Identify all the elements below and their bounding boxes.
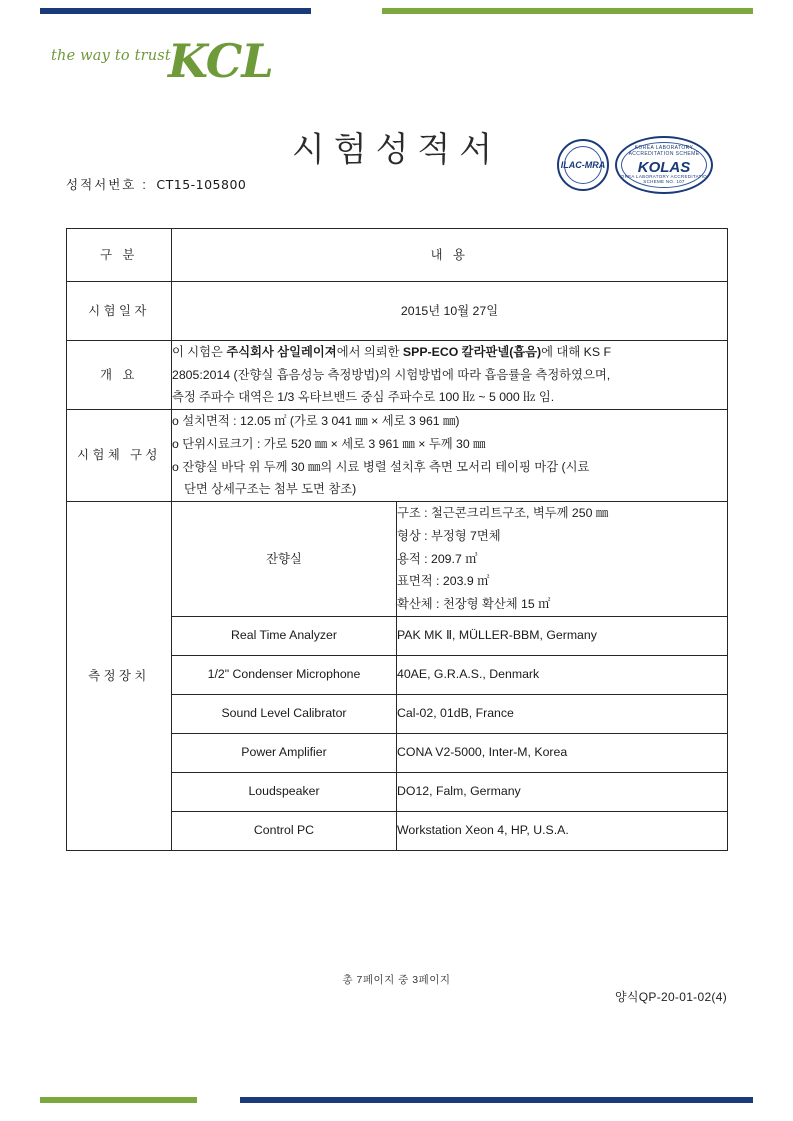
logo-brand-text: KCL [168, 34, 273, 88]
device-spec: Workstation Xeon 4, HP, U.S.A. [397, 811, 728, 850]
bottom-bar-gap-segment [197, 1097, 240, 1103]
report-table [66, 228, 728, 851]
equipment-label: 측정장치 [67, 502, 172, 851]
bottom-bar-green-segment [40, 1097, 197, 1103]
table-row-test-date [67, 282, 728, 341]
overview-text-e: 에 대해 KS F [541, 345, 611, 359]
table-header-content: 내 용 [172, 229, 728, 282]
kolas-seal-top-text: KOREA LABORATORY ACCREDITATION SCHEME [628, 145, 700, 157]
device-name: Power Amplifier [172, 733, 397, 772]
accreditation-marks [557, 136, 717, 194]
device-spec: DO12, Falm, Germany [397, 772, 728, 811]
report-number-value: CT15-105800 [156, 177, 247, 192]
device-spec: CONA V2-5000, Inter-M, Korea [397, 733, 728, 772]
specimen-label: 시험체 구성 [67, 410, 172, 502]
specimen-content [172, 410, 728, 502]
bottom-decorative-bar [40, 1097, 753, 1103]
page-count: 총 7페이지 중 3페이지 [342, 974, 451, 986]
device-spec: 40AE, G.R.A.S., Denmark [397, 655, 728, 694]
kolas-seal-icon [615, 136, 713, 194]
device-spec: PAK MK Ⅱ, MÜLLER-BBM, Germany [397, 616, 728, 655]
reverb-room-spec-line: 구조 : 철근콘크리트구조, 벽두께 250 ㎜ [397, 506, 609, 521]
kolas-seal-main-text: KOLAS [637, 159, 691, 176]
overview-line-3: 측정 주파수 대역은 1/3 옥타브밴드 중심 주파수로 100 ㎐ ~ 5 000 ㎐ 임. [172, 390, 555, 405]
reverb-room-name: 잔향실 [172, 502, 397, 617]
device-name: Real Time Analyzer [172, 616, 397, 655]
overview-product-name: SPP-ECO 칼라판넬(흡음) [402, 345, 542, 359]
top-bar-gap-segment [311, 8, 382, 14]
specimen-item: o 단위시료크기 : 가로 520 ㎜ × 세로 3 961 ㎜ × 두께 30 ㎜ [172, 436, 486, 451]
device-spec: Cal-02, 01dB, France [397, 694, 728, 733]
form-number: 양식QP-20-01-02(4) [614, 990, 727, 1004]
test-date-label: 시험일자 [67, 282, 172, 341]
page-title: 시험성적서 [291, 130, 502, 170]
table-row-specimen [67, 410, 728, 502]
overview-content [172, 341, 728, 410]
overview-text-c: 에서 의뢰한 [336, 345, 403, 359]
device-name: 1/2" Condenser Microphone [172, 655, 397, 694]
kcl-logo [48, 34, 298, 102]
reverb-room-spec-line: 표면적 : 203.9 ㎡ [397, 574, 490, 589]
table-header-category: 구 분 [67, 229, 172, 282]
reverb-room-spec-line: 용적 : 209.7 ㎥ [397, 551, 478, 566]
overview-client-name: 주식회사 삼일레이져 [226, 345, 337, 359]
specimen-item: o 잔향실 바닥 위 두께 30 ㎜의 시료 병렬 설치후 측면 모서리 테이핑 마감 (시료 [172, 459, 590, 474]
kolas-seal-bottom-text: KOREA LABORATORY ACCREDITATION SCHEME NO. 107 [617, 174, 711, 184]
reverb-room-specs [397, 502, 728, 617]
device-name: Loudspeaker [172, 772, 397, 811]
table-row-overview [67, 341, 728, 410]
report-number-colon: : [142, 178, 147, 192]
overview-label: 개 요 [67, 341, 172, 410]
ilac-mra-seal-text: ILAC-MRA [560, 160, 606, 170]
report-number [66, 175, 246, 193]
table-header-row [67, 229, 728, 282]
table-row-reverb-room [67, 502, 728, 617]
overview-line-1 [172, 341, 727, 364]
logo-tagline: the way to trust [51, 48, 171, 64]
top-bar-green-segment [382, 8, 753, 14]
top-decorative-bar [40, 8, 753, 14]
test-date-value: 2015년 10월 27일 [172, 282, 728, 341]
bottom-bar-blue-segment [240, 1097, 753, 1103]
top-bar-blue-segment [40, 8, 311, 14]
overview-text-a: 이 시험은 [172, 345, 227, 359]
device-name: Control PC [172, 811, 397, 850]
specimen-item: 단면 상세구조는 첨부 도면 참조) [184, 482, 357, 497]
report-number-label: 성적서번호 [66, 178, 137, 192]
reverb-room-spec-line: 형상 : 부정형 7면체 [397, 528, 501, 543]
device-name: Sound Level Calibrator [172, 694, 397, 733]
specimen-item: o 설치면적 : 12.05 ㎡ (가로 3 041 ㎜ × 세로 3 961 ㎜) [172, 414, 460, 429]
reverb-room-spec-line: 확산체 : 천장형 확산체 15 ㎡ [397, 597, 551, 612]
ilac-mra-seal-icon [557, 139, 609, 191]
overview-line-2: 2805:2014 (잔향실 흡음성능 측정방법)의 시험방법에 따라 흡음률을 측정하였으며, [172, 367, 611, 382]
